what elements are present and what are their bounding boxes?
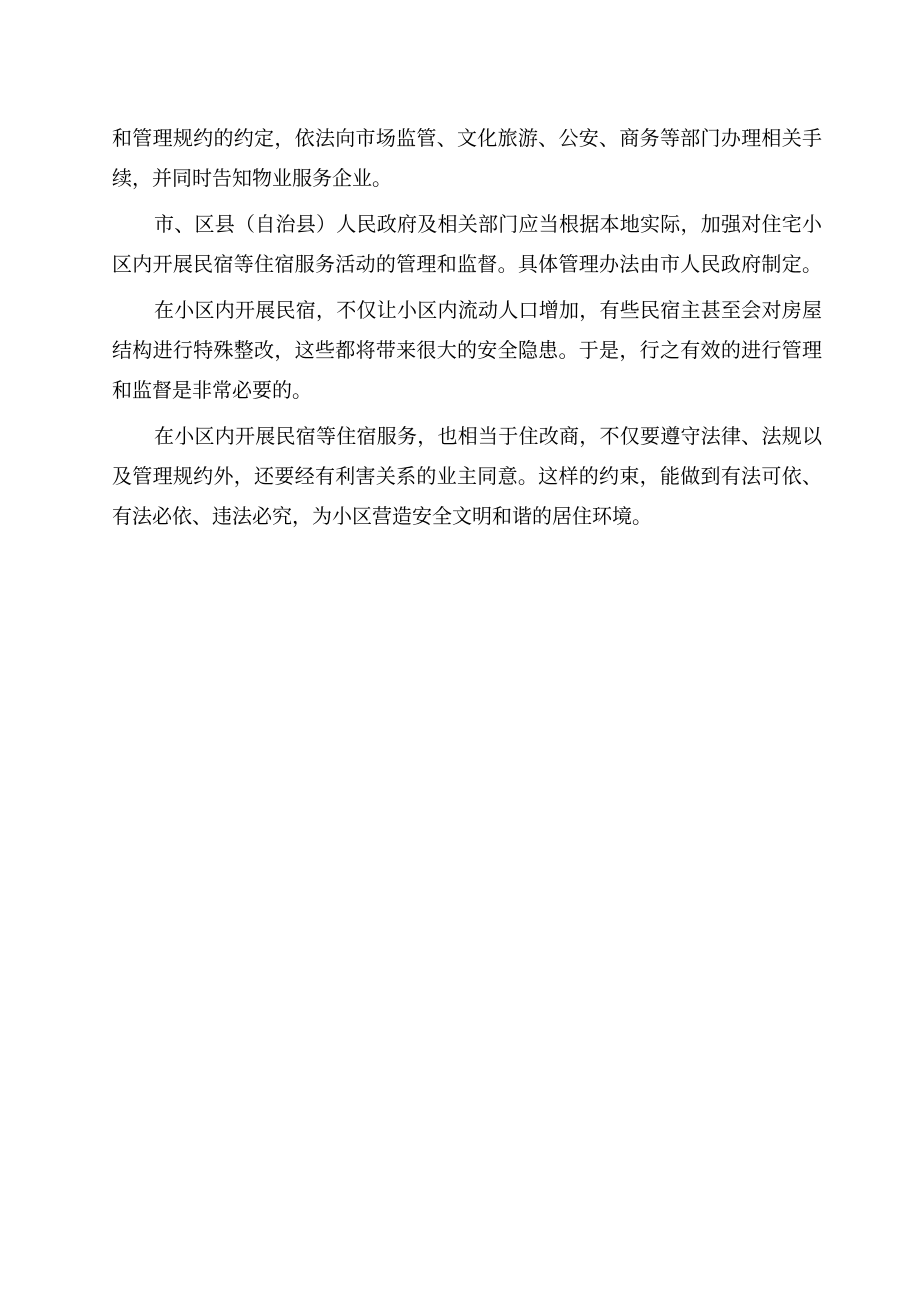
paragraph-3 [112, 290, 822, 410]
paragraph-4 [112, 416, 822, 536]
paragraph-line: 有法必依、违法必究，为小区营造安全文明和谐的居住环境。 [112, 504, 652, 528]
paragraph-line: 市、区县（自治县）人民政府及相关部门应当根据本地实际，加强对住宅小 [154, 212, 822, 236]
paragraph-line: 结构进行特殊整改，这些都将带来很大的安全隐患。于是，行之有效的进行管理 [112, 338, 822, 362]
paragraph-line: 续，并同时告知物业服务企业。 [112, 166, 392, 190]
document-body [112, 118, 822, 542]
paragraph-line: 和监督是非常必要的。 [112, 378, 312, 402]
paragraph-line: 和管理规约的约定，依法向市场监管、文化旅游、公安、商务等部门办理相关手 [112, 126, 822, 150]
paragraph-2 [112, 204, 822, 284]
paragraph-line: 在小区内开展民宿，不仅让小区内流动人口增加，有些民宿主甚至会对房屋 [154, 298, 822, 322]
paragraph-1 [112, 118, 822, 198]
paragraph-line: 及管理规约外，还要经有利害关系的业主同意。这样的约束，能做到有法可依、 [112, 464, 822, 488]
paragraph-line: 在小区内开展民宿等住宿服务，也相当于住改商，不仅要遵守法律、法规以 [154, 424, 822, 448]
paragraph-line: 区内开展民宿等住宿服务活动的管理和监督。具体管理办法由市人民政府制定。 [112, 252, 822, 276]
